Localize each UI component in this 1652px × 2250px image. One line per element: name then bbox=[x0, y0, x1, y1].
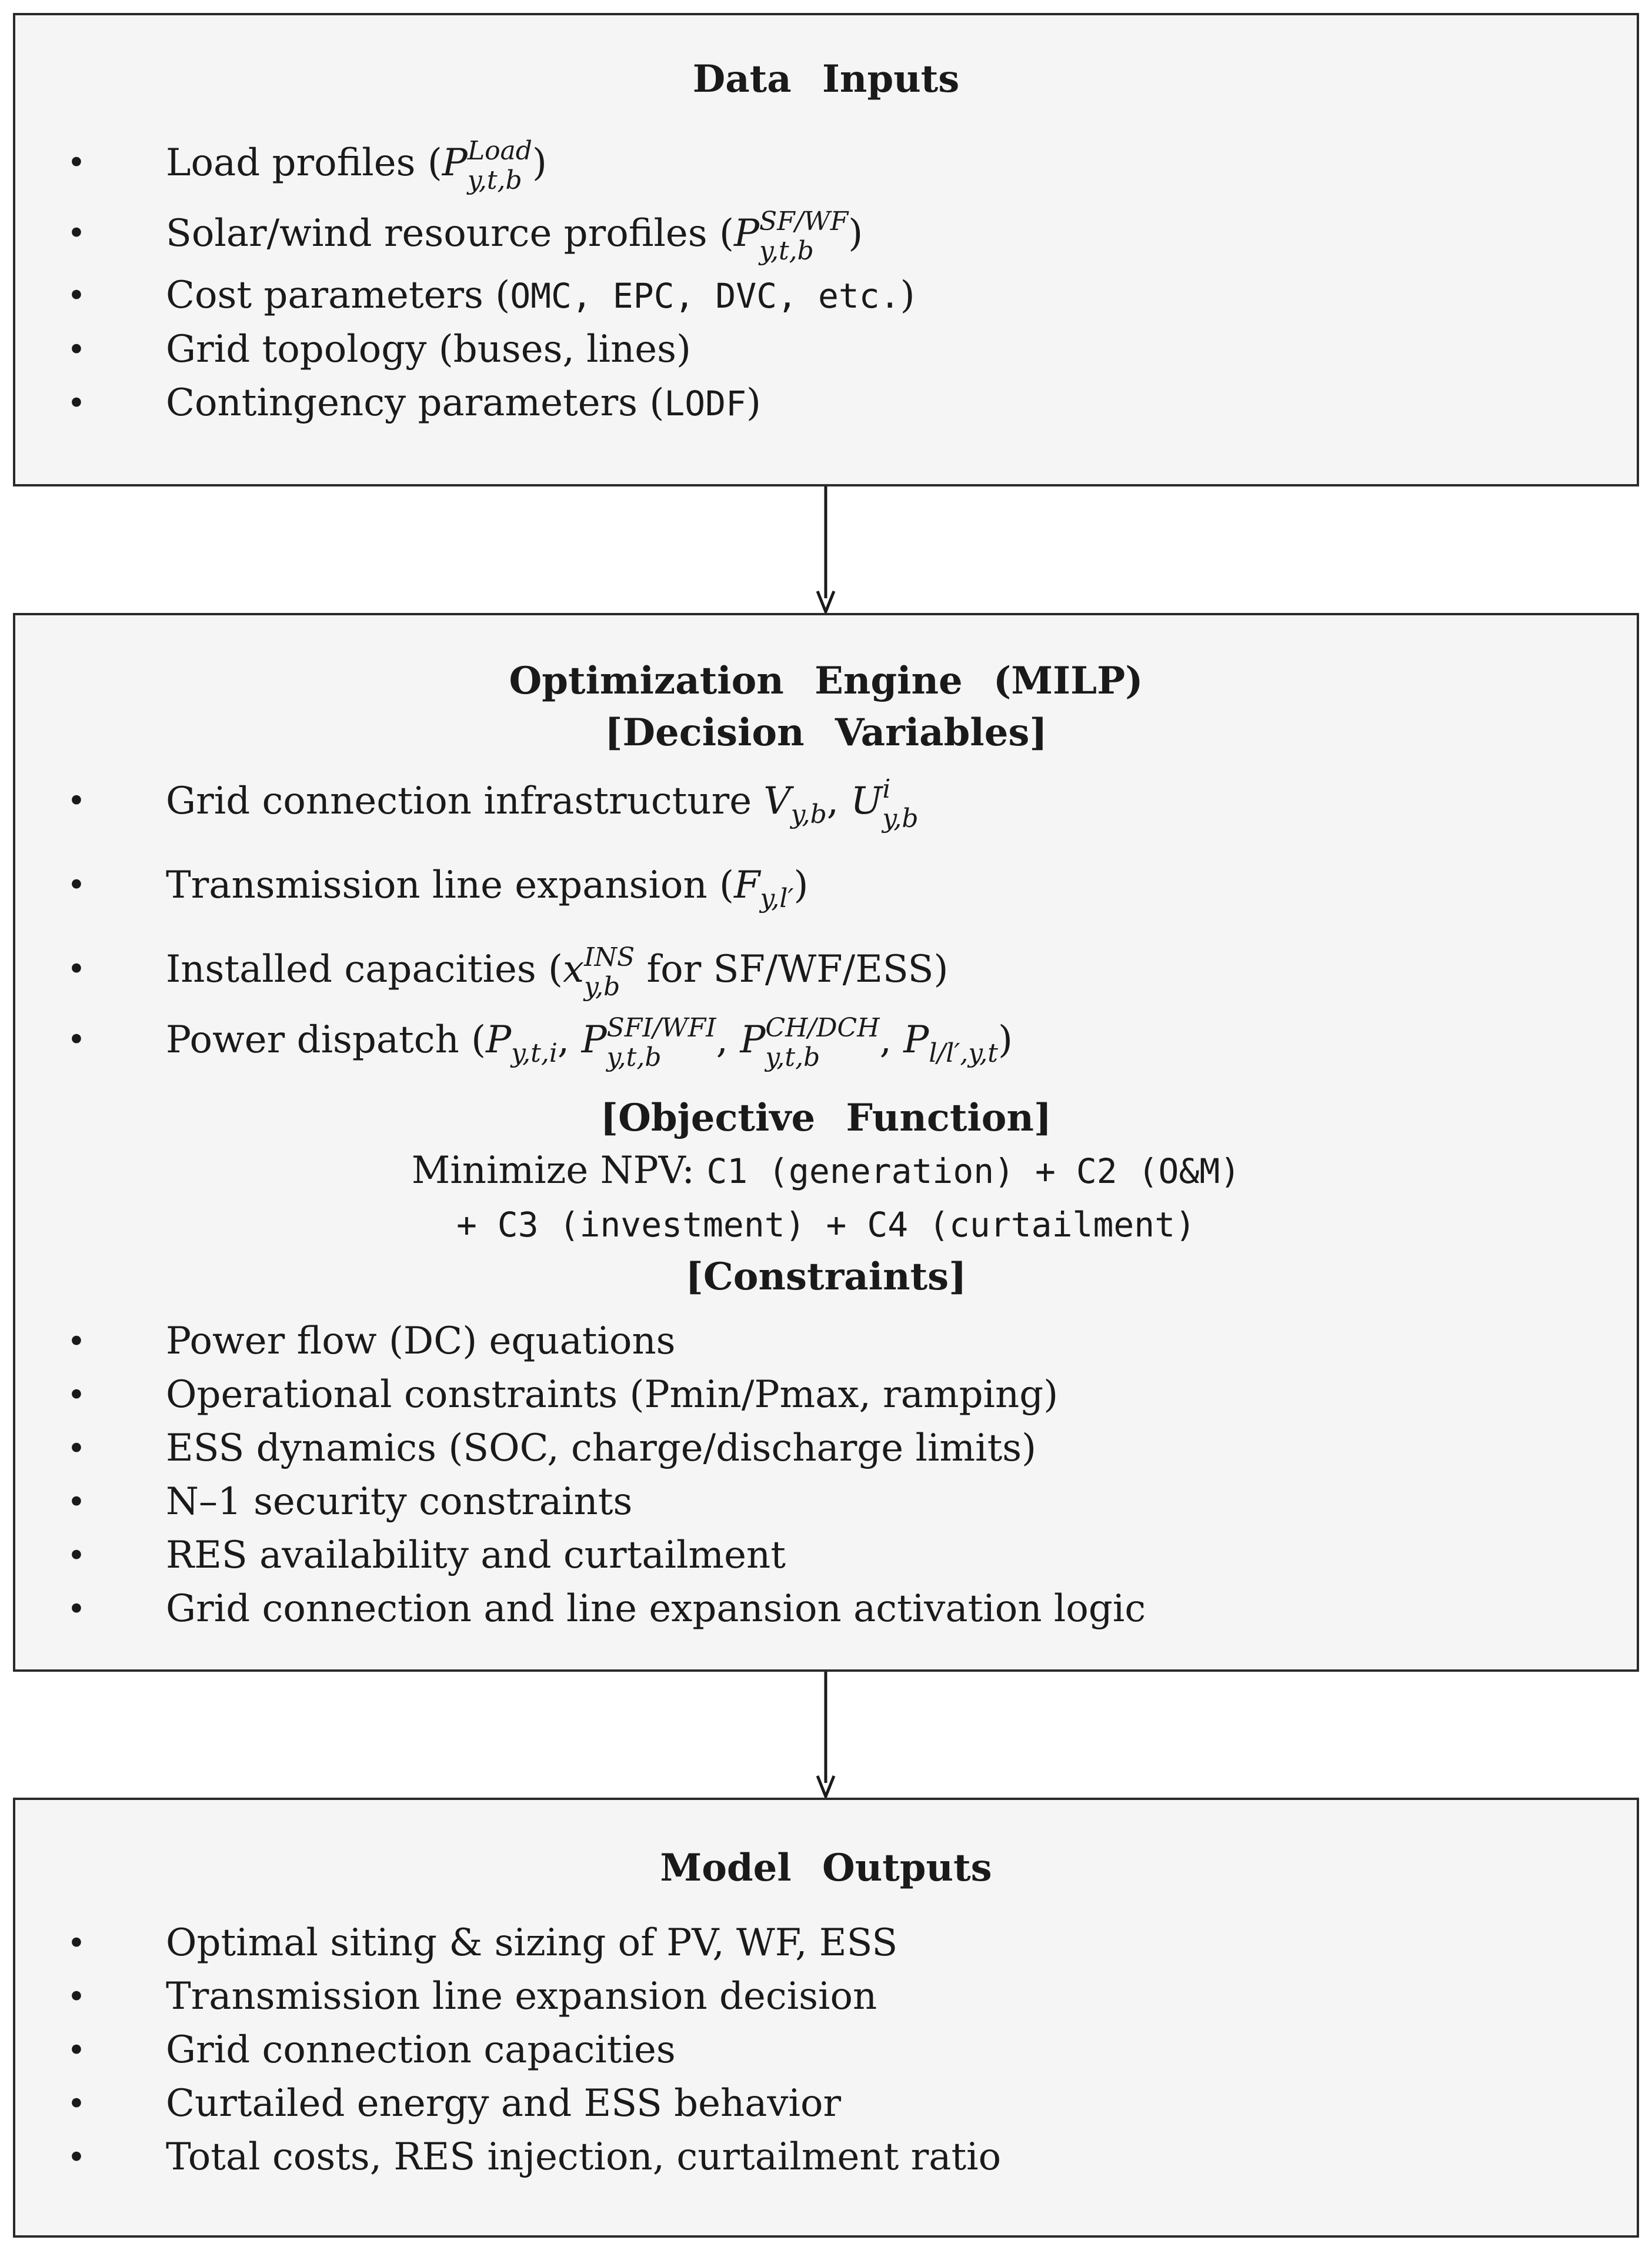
bullet: • bbox=[67, 144, 86, 181]
list-item: • ESS dynamics (SOC, charge/discharge limits) bbox=[15, 1422, 1637, 1475]
list-item: • Grid topology (buses, lines) bbox=[15, 323, 1637, 376]
list-item: • Grid connection infrastructure $V_{y,b}$, U i y,b bbox=[15, 766, 1637, 850]
list-item: • Contingency parameters (LODF) bbox=[15, 376, 1637, 431]
list-item: • Transmission line expansion decision bbox=[15, 1970, 1637, 2024]
model-outputs-list bbox=[15, 1916, 1637, 2184]
section-objective-function: [Objective Function] bbox=[600, 1096, 1052, 1140]
list-item: • Grid connection capacities bbox=[15, 2024, 1637, 2077]
bullet: • bbox=[67, 1323, 86, 1360]
list-item: • Power dispatch ($P_{y,t,i}$, P SFI/WFI y,t,b , P CH/DCH y,t,b , $P_{l/l',y,t}$) bbox=[15, 1005, 1637, 1089]
list-item: • Power flow (DC) equations bbox=[15, 1315, 1637, 1368]
bullet: • bbox=[67, 2139, 86, 2176]
list-item: • Total costs, RES injection, curtailment ratio bbox=[15, 2131, 1637, 2184]
bullet: • bbox=[67, 215, 86, 252]
section-constraints: [Constraints] bbox=[685, 1255, 967, 1299]
engine-title: Optimization Engine (MILP) bbox=[509, 659, 1143, 703]
bullet: • bbox=[67, 866, 86, 904]
bullet: • bbox=[67, 385, 86, 422]
decision-variables-list bbox=[15, 766, 1637, 1089]
data-inputs-title: Data Inputs bbox=[692, 57, 960, 101]
bullet: • bbox=[67, 277, 86, 314]
list-item: • Optimal siting & sizing of PV, WF, ESS bbox=[15, 1916, 1637, 1970]
bullet: • bbox=[67, 1484, 86, 1521]
data-inputs-list bbox=[15, 128, 1637, 431]
bullet: • bbox=[67, 1021, 86, 1058]
bullet: • bbox=[67, 1591, 86, 1628]
list-item: • Cost parameters (OMC, EPC, DVC, etc.) bbox=[15, 269, 1637, 323]
optimization-engine-box bbox=[13, 613, 1639, 1672]
objective-line-1: Minimize NPV: C1 (generation) + C2 (O&M) bbox=[411, 1149, 1241, 1192]
list-item: • RES availability and curtailment bbox=[15, 1529, 1637, 1582]
list-item: • Installed capacities (x INS y,b for SF/WF/ESS) bbox=[15, 934, 1637, 1005]
bullet: • bbox=[67, 2032, 86, 2069]
bullet: • bbox=[67, 331, 86, 368]
list-item: • N–1 security constraints bbox=[15, 1475, 1637, 1529]
section-decision-variables: [Decision Variables] bbox=[605, 711, 1047, 755]
bullet: • bbox=[67, 2085, 86, 2122]
list-item: • Operational constraints (Pmin/Pmax, ramping) bbox=[15, 1368, 1637, 1422]
bullet: • bbox=[67, 782, 86, 819]
list-item: • Grid connection and line expansion activation logic bbox=[15, 1582, 1637, 1636]
list-item: • Curtailed energy and ESS behavior bbox=[15, 2077, 1637, 2131]
data-inputs-box bbox=[13, 13, 1639, 486]
model-outputs-title: Model Outputs bbox=[660, 1846, 992, 1890]
bullet: • bbox=[67, 1376, 86, 1414]
objective-line-2: + C3 (investment) + C4 (curtailment) bbox=[456, 1205, 1196, 1245]
flow-arrow-engine-to-outputs bbox=[814, 1672, 837, 1798]
list-item: • Load profiles (P Load y,t,b ) bbox=[15, 128, 1637, 198]
list-item: • Solar/wind resource profiles (P SF/WF y,t,b ) bbox=[15, 198, 1637, 269]
bullet: • bbox=[67, 1537, 86, 1574]
bullet: • bbox=[67, 1978, 86, 2015]
bullet: • bbox=[67, 951, 86, 988]
constraints-list bbox=[15, 1315, 1637, 1636]
bullet: • bbox=[67, 1925, 86, 1962]
model-outputs-box bbox=[13, 1798, 1639, 2238]
bullet: • bbox=[67, 1430, 86, 1467]
list-item: • Transmission line expansion $(F_{y,l'})$ bbox=[15, 850, 1637, 934]
flow-arrow-inputs-to-engine bbox=[814, 486, 837, 613]
